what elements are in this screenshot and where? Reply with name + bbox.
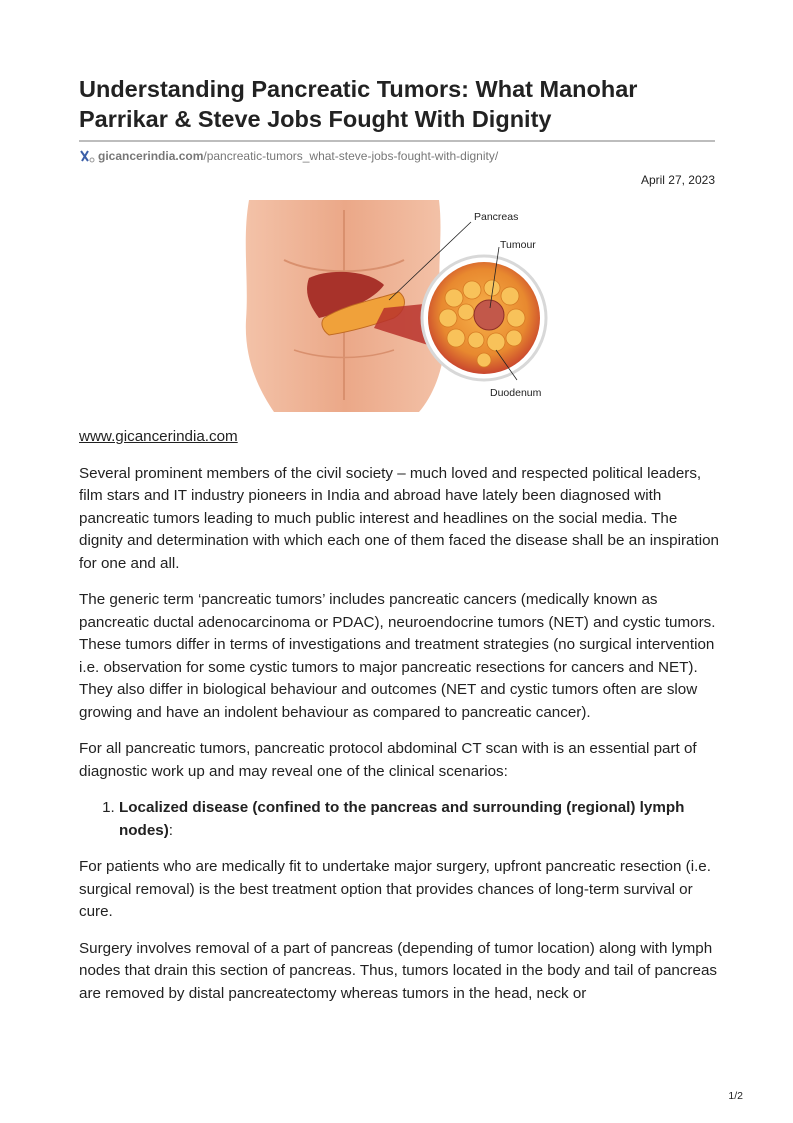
label-duodenum: Duodenum	[490, 387, 542, 399]
site-link[interactable]: www.gicancerindia.com	[79, 428, 238, 445]
source-domain[interactable]: gicancerindia.com	[98, 149, 204, 163]
page-number: 1/2	[728, 1090, 743, 1102]
list-item-heading: Localized disease (confined to the pancreas and surrounding (regional) lymph nodes)	[119, 799, 685, 839]
article-body	[79, 426, 719, 1019]
paragraph-5: Surgery involves removal of a part of pancreas (depending of tumor location) along with lymph nodes that drain this section of pancreas. Thus, tumors located in the body and tail of pancreas are removed by distal pancreatectomy whereas tumors in the head, neck or	[79, 939, 717, 1002]
paragraph-2: The generic term ‘pancreatic tumors’ includes pancreatic cancers (medically known as pancreatic ductal adenocarcinoma or PDAC), neuroendocrine tumors (NET) and cystic tumors. These tumors differ in terms of investigations and treatment strategies (no surgical intervention i.e. observation for some cystic tumors to major pancreatic resections for cancers and NET). They also differ in biological behaviour and outcomes (NET and cystic tumors often are slow growing and have an indolent behaviour as compared to pancreatic cancer).	[79, 591, 716, 721]
paragraph-3: For all pancreatic tumors, pancreatic protocol abdominal CT scan with is an essential part of diagnostic work up and may reveal one of the clinical scenarios:	[79, 740, 697, 780]
tumour-mass	[474, 300, 504, 330]
label-pancreas: Pancreas	[474, 211, 519, 223]
scenario-list	[79, 797, 719, 842]
title-divider	[79, 140, 715, 142]
site-favicon-icon	[79, 150, 95, 164]
article-title: Understanding Pancreatic Tumors: What Manohar Parrikar & Steve Jobs Fought With Dignity	[79, 76, 638, 132]
label-tumour: Tumour	[500, 239, 536, 251]
paragraph-1: Several prominent members of the civil society – much loved and respected political leaders, film stars and IT industry pioneers in India and abroad have lately been diagnosed with pancreatic tumors leading to much public interest and headlines on the social media. The dignity and determination with which each one of them faced the disease shall be an inspiration for one and all.	[79, 464, 719, 572]
list-item: 1. Localized disease (confined to the pancreas and surrounding (regional) lymph nodes):	[119, 797, 719, 842]
source-path[interactable]: /pancreatic-tumors_what-steve-jobs-fought-with-dignity/	[203, 149, 499, 163]
paragraph-4: For patients who are medically fit to undertake major surgery, upfront pancreatic resection (i.e. surgical removal) is the best treatment option that provides chances of long-term survival or cure.	[79, 858, 711, 920]
source-line	[79, 148, 715, 164]
pancreas-illustration	[234, 200, 559, 412]
publish-date: April 27, 2023	[640, 173, 715, 187]
